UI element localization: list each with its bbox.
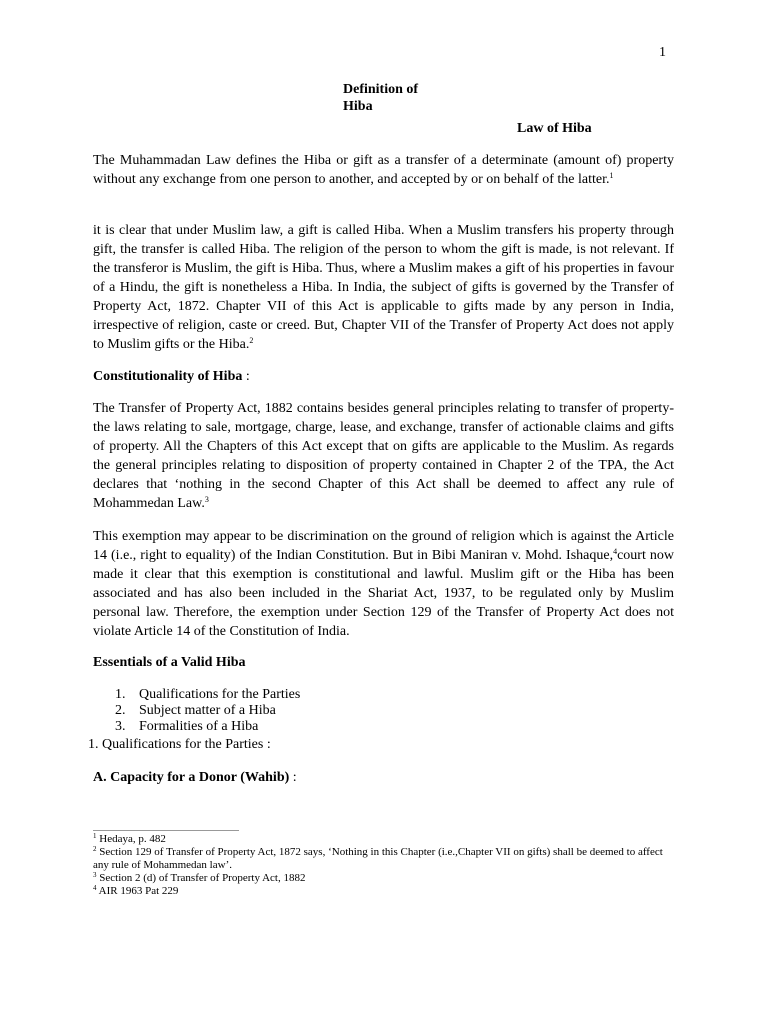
paragraph-definition: The Muhammadan Law defines the Hiba or gift as a transfer of a determinate (amount of) property without any exchange from one person to another, and accepted by or on behalf of the latter.$^1$ (93, 153, 674, 187)
heading-capacity-donor: A. Capacity for a Donor (Wahib) : (93, 770, 297, 785)
heading-essentials: Essentials of a Valid Hiba (93, 655, 246, 670)
title-law-of-hiba: Law of Hiba (517, 121, 592, 136)
paragraph-exemption: This exemption may appear to be discrimination on the ground of religion which is against the Article 14 (i.e., right to equality) of the Indian Constitution. But in Bibi Maniran v. Mohd. Ishaque,$^4$court now made it clear that this exemption is constitutional and lawful. Muslim gift or the Hiba has been associated and has also been included in the Shariat Act, 1937, to be regulated only by Muslim personal law. Therefore, the exemption under Section 129 of the Transfer of Property Act does not violate Article 14 of the Constitution of India. (93, 529, 674, 639)
footnote-1: $^1$ Hedaya, p. 482 (93, 832, 166, 845)
subheading-qualifications: 1. Qualifications for the Parties : (88, 737, 271, 752)
footnote-separator (93, 830, 239, 831)
heading-constitutionality: Constitutionality of Hiba : (93, 369, 250, 384)
paragraph-muslim-gift: it is clear that under Muslim law, a gift is called Hiba. When a Muslim transfers his property through gift, the transfer is called Hiba. The religion of the person to whom the gift is made, is not relevant. If the transferor is Muslim, the gift is Hiba. Thus, where a Muslim makes a gift of his properties in favour of a Hindu, the gift is nonetheless a Hiba. In India, the subject of gifts is governed by the Transfer of Property Act, 1872. Chapter VII of this Act is applicable to gifts made by any person in India, irrespective of religion, caste or creed. But, Chapter VII of the Transfer of Property Act does not apply to Muslim gifts or the Hiba.$^2$ (93, 223, 674, 352)
footnote-3: $^3$ Section 2 (d) of Transfer of Property Act, 1882 (93, 871, 306, 884)
list-item: 3. Formalities of a Hiba (115, 719, 259, 734)
title-hiba: Hiba (343, 99, 373, 114)
title-definition-of: Definition of (343, 82, 419, 97)
footnotes (93, 833, 674, 898)
footnote-4: $^4$ AIR 1963 Pat 229 (93, 884, 179, 897)
footnote-ref-2[interactable]: 2 (249, 336, 254, 345)
footnote-ref-1[interactable]: 1 (609, 171, 614, 180)
footnote-2: $^2$ Section 129 of Transfer of Property Act, 1872 says, ‘Nothing in this Chapter (i.e.,Chapter VII on gifts) shall be deemed to affect any rule of Mohammedan law’. (93, 845, 663, 871)
list-item: 1. Qualifications for the Parties (115, 687, 301, 702)
page-number: 1 (659, 45, 666, 60)
essentials-list (0, 687, 300, 735)
footnote-ref-3[interactable]: 3 (204, 495, 209, 504)
paragraph-transfer-of-property-act: The Transfer of Property Act, 1882 contains besides general principles relating to transfer of property-the laws relating to sale, mortgage, charge, lease, and exchange, transfer of actionable claims and gifts of property. All the Chapters of this Act except that on gifts are applicable to the Muslim. As regards the general principles relating to disposition of property contained in Chapter 2 of the TPA, the Act declares that ‘nothing in the second Chapter of this Act shall be deemed to affect any rule of Mohammedan Law.$^3$ (93, 401, 674, 511)
list-item: 2. Subject matter of a Hiba (115, 703, 276, 718)
footnote-ref-4[interactable]: 4 (613, 547, 618, 556)
